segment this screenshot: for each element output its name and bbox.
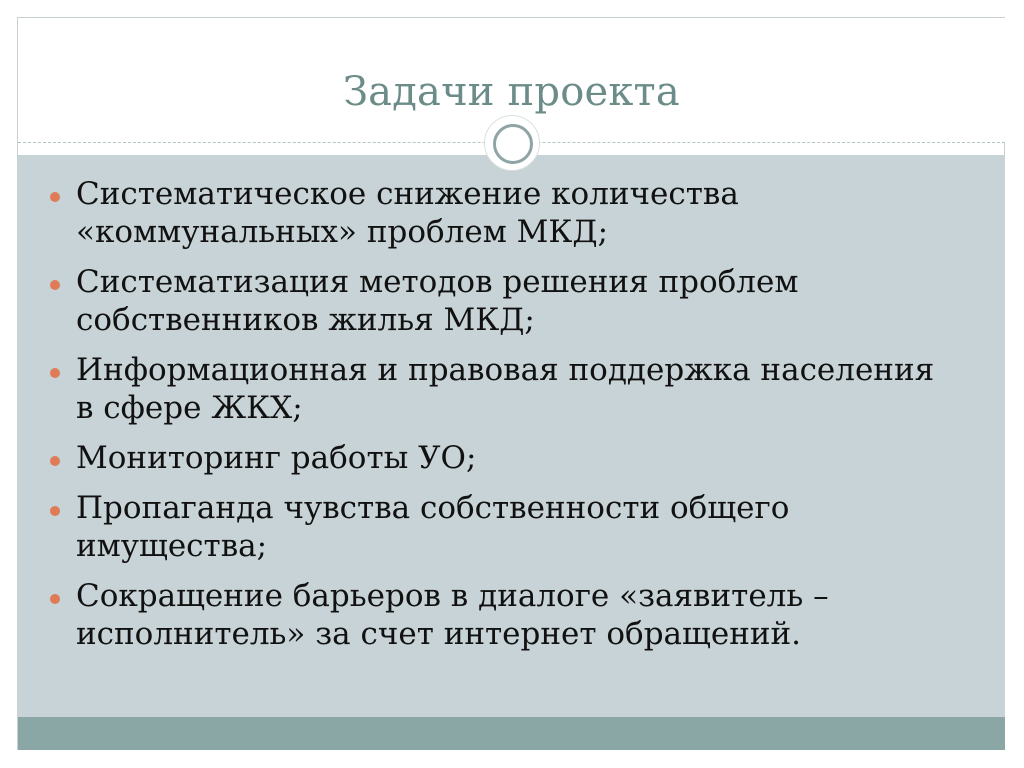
bullet-item xyxy=(48,351,948,427)
bullet-text: Пропаганда чувства собственности общего имущества; xyxy=(76,490,790,564)
footer-bar xyxy=(18,717,1005,750)
bullet-item xyxy=(48,175,948,251)
bullet-text: Сокращение барьеров в диалоге «заявитель – исполнитель» за счет интернет обращений. xyxy=(76,578,829,652)
bullet-list xyxy=(48,175,948,665)
ring-icon xyxy=(484,115,540,171)
bullet-dot-icon xyxy=(50,192,60,202)
bullet-dot-icon xyxy=(50,280,60,290)
bullet-item xyxy=(48,489,948,565)
ring-inner-circle xyxy=(493,124,533,164)
bullet-dot-icon xyxy=(50,456,60,466)
bullet-dot-icon xyxy=(50,506,60,516)
bullet-dot-icon xyxy=(50,368,60,378)
bullet-dot-icon xyxy=(50,594,60,604)
bullet-item xyxy=(48,577,948,653)
bullet-item xyxy=(48,263,948,339)
bullet-text: Информационная и правовая поддержка населения в сфере ЖКХ; xyxy=(76,352,935,426)
bullet-text: Систематическое снижение количества «коммунальных» проблем МКД; xyxy=(76,176,739,250)
bullet-text: Систематизация методов решения проблем собственников жилья МКД; xyxy=(76,264,799,338)
bullet-item xyxy=(48,439,948,477)
slide-title: Задачи проекта xyxy=(343,69,680,115)
bullet-text: Мониторинг работы УО; xyxy=(76,440,477,476)
